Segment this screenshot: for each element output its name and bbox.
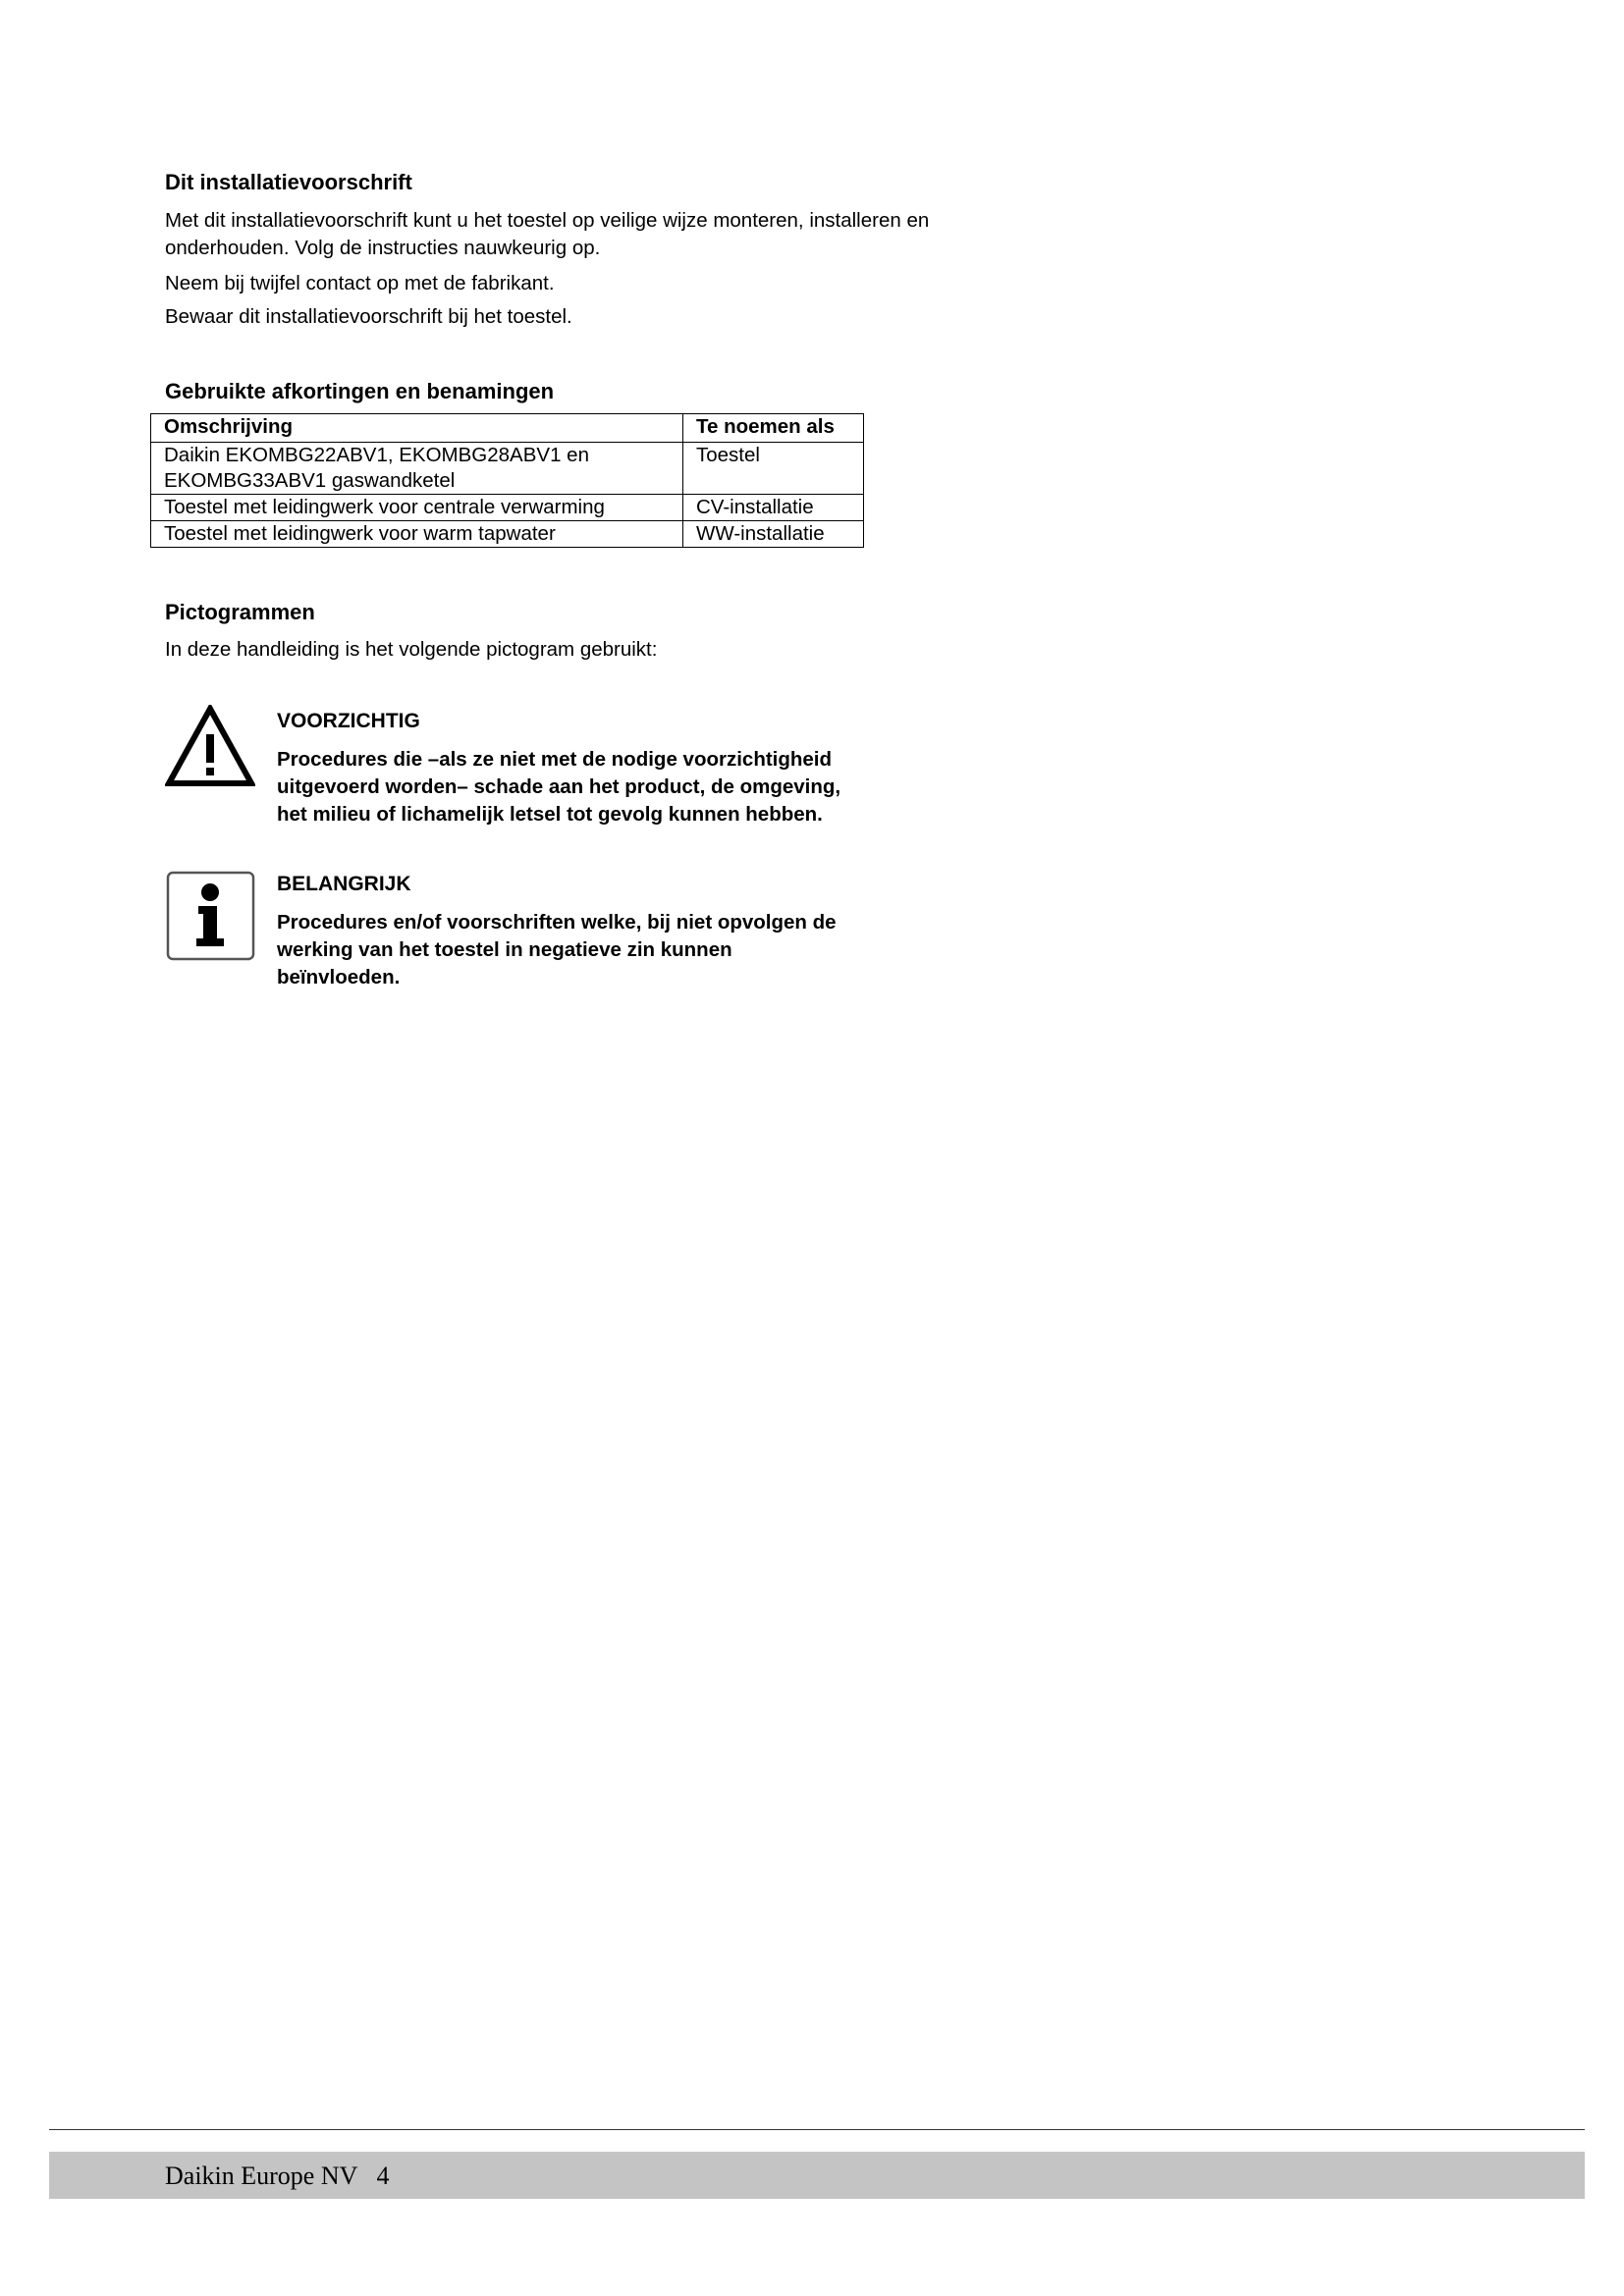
table-row [151, 521, 864, 548]
footer [165, 2162, 389, 2191]
table-cell-description: Toestel met leidingwerk voor centrale verwarming [151, 495, 683, 521]
important-text-line: Procedures en/of voorschriften welke, bij niet opvolgen de [277, 911, 837, 934]
warning-triangle-icon [165, 705, 255, 792]
column-header-name: Te noemen als [683, 414, 864, 443]
intro-text-line: Neem bij twijfel contact op met de fabrikant. [165, 272, 555, 294]
cell-text-line: Daikin EKOMBG22ABV1, EKOMBG28ABV1 en [164, 444, 589, 466]
caution-title: VOORZICHTIG [277, 710, 420, 732]
table-cell-name: CV-installatie [683, 495, 864, 521]
cell-text-line: EKOMBG33ABV1 gaswandketel [164, 469, 456, 492]
footer-divider [49, 2129, 1585, 2130]
important-text-line: beïnvloeden. [277, 966, 401, 988]
info-icon [165, 870, 257, 967]
section-heading-pictograms: Pictogrammen [165, 600, 315, 624]
important-title: BELANGRIJK [277, 873, 411, 895]
table-row [151, 443, 864, 495]
caution-text-line: Procedures die –als ze niet met de nodige voorzichtigheid [277, 748, 833, 771]
caution-text-line: uitgevoerd worden– schade aan het product, de omgeving, [277, 775, 841, 798]
table-cell-name: WW-installatie [683, 521, 864, 548]
important-text [277, 909, 866, 991]
caution-text [277, 746, 866, 828]
footer-company: Daikin Europe NV [165, 2162, 357, 2190]
table-cell-description: Toestel met leidingwerk voor warm tapwater [151, 521, 683, 548]
intro-text-line: Bewaar dit installatievoorschrift bij het toestel. [165, 305, 572, 328]
abbreviations-table [150, 413, 864, 548]
page-number: 4 [376, 2162, 390, 2190]
caution-text-line: het milieu of lichamelijk letsel tot gevolg kunnen hebben. [277, 803, 823, 826]
table-header-row [151, 414, 864, 443]
pictograms-intro: In deze handleiding is het volgende pictogram gebruikt: [165, 638, 658, 661]
column-header-description: Omschrijving [151, 414, 683, 443]
table-cell-name: Toestel [683, 443, 864, 495]
section-heading-abbreviations: Gebruikte afkortingen en benamingen [165, 379, 555, 403]
section-heading-intro: Dit installatievoorschrift [165, 170, 412, 194]
intro-text-line: Met dit installatievoorschrift kunt u het toestel op veilige wijze monteren, installeren en [165, 209, 930, 232]
table-cell-description [151, 443, 683, 495]
intro-text-line: onderhouden. Volg de instructies nauwkeurig op. [165, 237, 601, 259]
important-text-line: werking van het toestel in negatieve zin kunnen [277, 938, 732, 961]
table-row [151, 495, 864, 521]
